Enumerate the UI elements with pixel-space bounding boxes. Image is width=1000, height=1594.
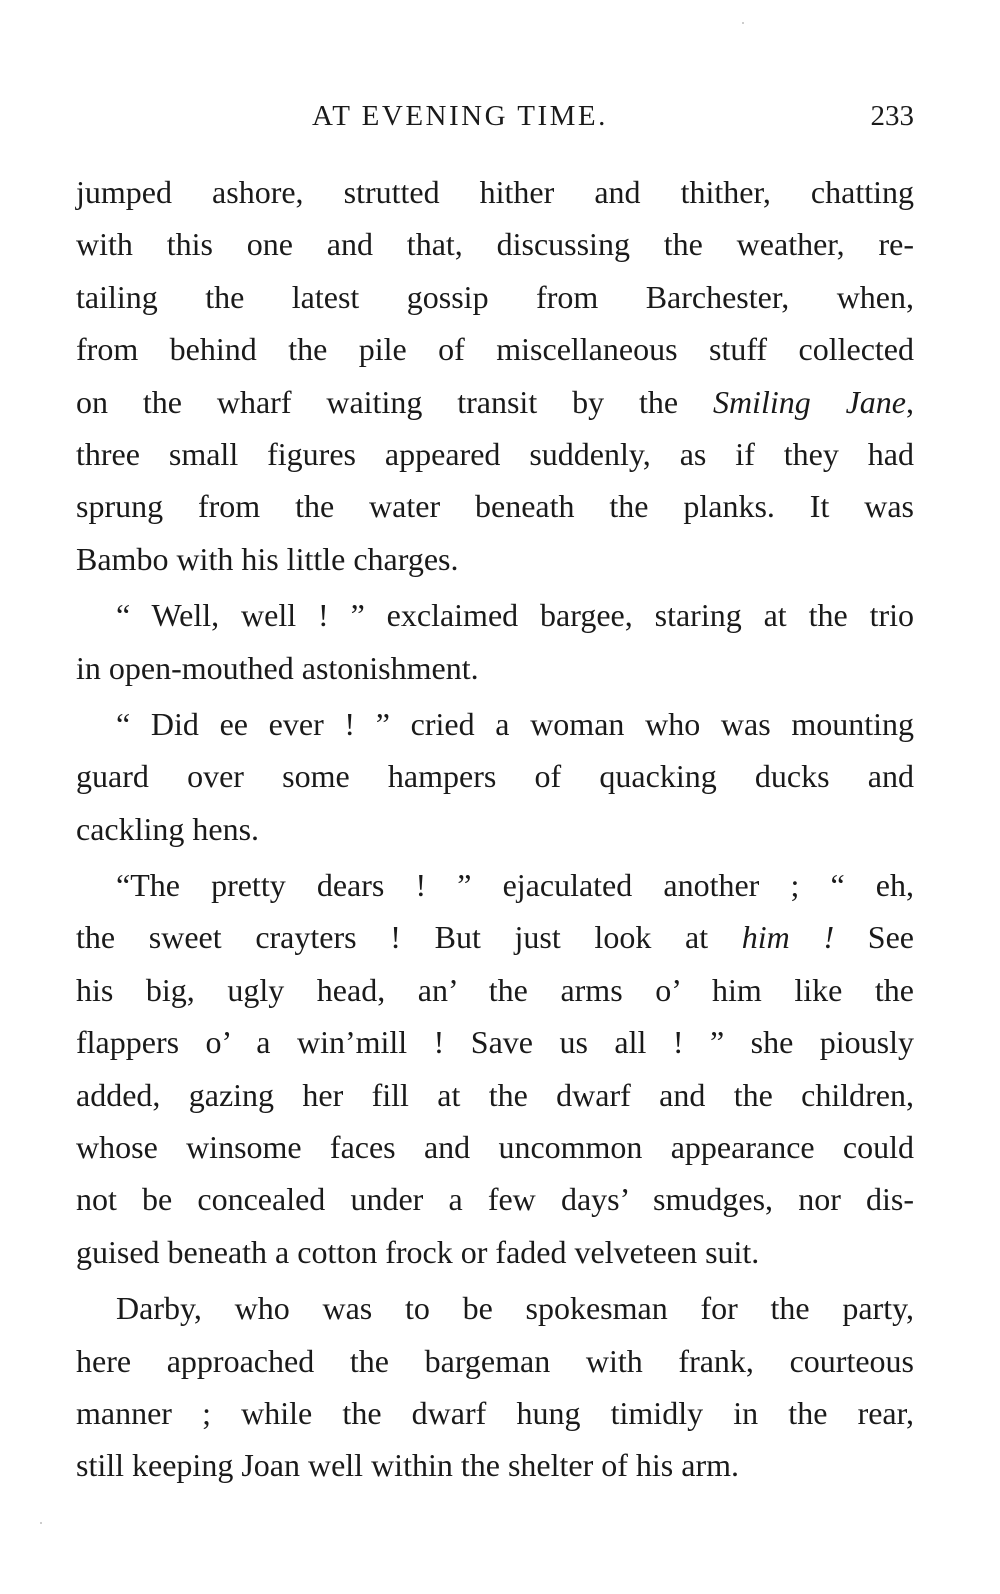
text-line: flappers o’ a win’mill ! Save us all ! ” she piously [76, 1024, 914, 1061]
text-line: “The pretty dears ! ” ejaculated another ; “ eh, [116, 867, 914, 904]
text-line: manner ; while the dwarf hung timidly in the rear, [76, 1394, 914, 1431]
body-text [76, 166, 914, 1496]
text-line: from behind the pile of miscellaneous stuff collected [76, 331, 914, 368]
text-line: sprung from the water beneath the planks. It was [76, 488, 914, 525]
text-line: added, gazing her fill at the dwarf and the children, [76, 1076, 914, 1113]
text-line: guard over some hampers of quacking ducks and [76, 758, 914, 795]
scan-speck [40, 1522, 42, 1524]
scan-speck [742, 22, 744, 24]
text-line: with this one and that, discussing the weather, re- [76, 226, 914, 263]
text-line: whose winsome faces and uncommon appearance could [76, 1129, 914, 1166]
text-line: “ Well, well ! ” exclaimed bargee, staring at the trio [116, 597, 914, 634]
text-line: tailing the latest gossip from Barchester, when, [76, 278, 914, 315]
paragraph [76, 589, 914, 694]
text-line: jumped ashore, strutted hither and thither, chatting [76, 174, 914, 210]
text-line: Darby, who was to be spokesman for the party, [116, 1290, 914, 1327]
ship-name: Smiling Jane [712, 383, 907, 420]
text-line: here approached the bargeman with frank, courteous [76, 1342, 914, 1379]
text-line: cackling hens. [76, 810, 260, 847]
page-header [76, 100, 914, 144]
text-line: not be concealed under a few days’ smudges, nor dis- [76, 1181, 914, 1218]
running-title: AT EVENING TIME. [312, 100, 608, 132]
text-line: the sweet crayters ! But just look at him ! See [76, 919, 915, 956]
paragraph [76, 698, 914, 855]
text-line: still keeping Joan well within the shelter of his arm. [76, 1447, 739, 1484]
page-number: 233 [870, 100, 914, 132]
paragraph [76, 1282, 914, 1492]
emphasis-him: him ! [741, 919, 835, 956]
text-line: guised beneath a cotton frock or faded velveteen suit. [76, 1233, 760, 1270]
text-line: his big, ugly head, an’ the arms o’ him like the [76, 971, 914, 1008]
text-line: in open-mouthed astonishment. [76, 649, 479, 686]
text-line: three small figures appeared suddenly, as if they had [76, 435, 914, 472]
text-line: “ Did ee ever ! ” cried a woman who was mounting [116, 705, 914, 742]
text-line: Bambo with his little charges. [76, 540, 459, 577]
text-line: on the wharf waiting transit by the Smiling Jane, [76, 383, 915, 420]
paragraph [76, 859, 914, 1278]
paragraph [76, 166, 914, 585]
